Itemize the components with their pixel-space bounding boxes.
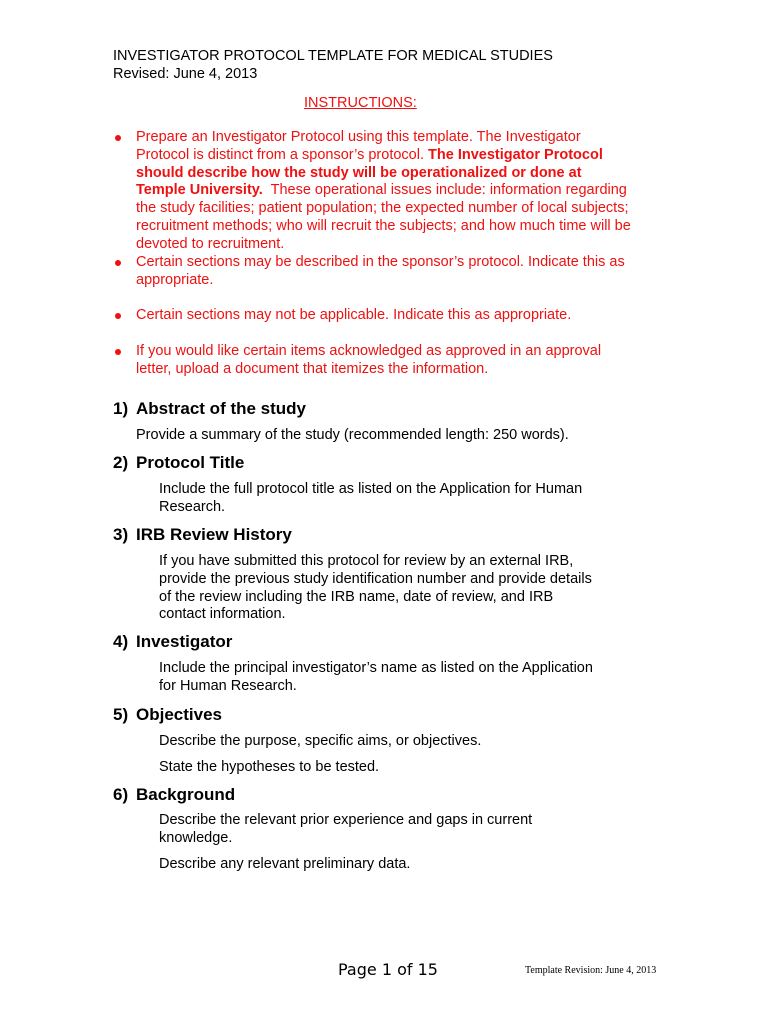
instruction-bold-text: The Investigator Protocol [428,146,603,163]
section-title-abstract: Abstract of the study [136,399,307,418]
instruction-item [136,254,625,290]
revision-date: Revised: June 4, 2013 [113,66,258,82]
section-text [136,427,569,445]
instruction-line [136,129,631,147]
paragraph-line: for Human Research. [159,677,297,694]
paragraph-line: State the hypotheses to be tested. [159,759,380,775]
instruction-text: Prepare an Investigator Protocol using this template. The Investigator [136,129,581,145]
section-text [159,733,481,751]
instructions-heading: INSTRUCTIONS: [304,95,417,111]
instruction-text: letter, upload a document that itemizes the information. [136,360,489,377]
paragraph-line: provide the previous study identification number and provide details [159,570,592,587]
bullet-icon [115,313,121,319]
section-text [159,553,592,624]
paragraph-line: Describe any relevant preliminary data. [159,856,411,872]
instruction-text: Certain sections may be described in the sponsor’s protocol. Indicate this as [136,254,625,270]
section-number: 1) [113,399,129,418]
paragraph-line: of the review including the IRB name, date of review, and IRB [159,588,554,605]
instruction-bold-text: should describe how the study will be operationalized or done at [136,164,582,181]
section-text [159,481,582,517]
page-number: Page 1 of 15 [338,960,438,979]
instruction-line [136,200,631,218]
instruction-line [136,218,631,236]
section-text [159,812,532,848]
section-title-protocol-title: Protocol Title [136,453,245,472]
instruction-line [136,182,631,200]
section-title-objectives: Objectives [136,705,222,724]
section-title-background: Background [136,785,236,804]
instruction-line [136,272,625,290]
instruction-text: These operational issues include: information regarding [262,182,627,199]
paragraph-line: knowledge. [159,829,233,846]
instruction-line [136,307,571,325]
paragraph-line: Describe the relevant prior experience and gaps in current [159,812,533,828]
instruction-text: the study facilities; patient population; the expected number of local subjects; [136,200,629,217]
paragraph-line: Provide a summary of the study (recommended length: 250 words). [136,427,569,443]
section-number: 6) [113,785,129,804]
instruction-item [136,129,631,254]
section-text [159,660,593,696]
bullet-icon [115,349,121,355]
section-title-irb-review-history: IRB Review History [136,525,292,544]
instruction-text: Protocol is distinct from a sponsor’s protocol. [136,146,429,163]
instruction-item [136,307,571,325]
paragraph-line: Describe the purpose, specific aims, or objectives. [159,733,482,749]
document-title: INVESTIGATOR PROTOCOL TEMPLATE FOR MEDICAL STUDIES [113,48,553,64]
instruction-line [136,361,601,379]
paragraph-line: Include the full protocol title as listed on the Application for Human [159,481,583,497]
section-title-investigator: Investigator [136,632,233,651]
instruction-bold-text: Temple University. [136,182,263,199]
instruction-line [136,254,625,272]
instruction-line [136,165,631,183]
bullet-icon [115,135,121,141]
instruction-line [136,343,601,361]
section-number: 3) [113,525,129,544]
instruction-item [136,343,601,379]
paragraph-line: Include the principal investigator’s name as listed on the Application [159,660,593,676]
instruction-text: recruitment methods; who will recruit the subjects; and how much time will be [136,217,631,234]
instruction-line [136,236,631,254]
section-number: 5) [113,705,129,724]
bullet-icon [115,260,121,266]
template-revision: Template Revision: June 4, 2013 [525,965,657,976]
instruction-text: appropriate. [136,271,214,288]
section-number: 4) [113,632,129,651]
instruction-text: devoted to recruitment. [136,235,285,252]
section-text [159,856,410,874]
instruction-text: Certain sections may not be applicable. Indicate this as appropriate. [136,307,572,323]
paragraph-line: contact information. [159,606,286,623]
instruction-text: If you would like certain items acknowledged as approved in an approval [136,343,602,359]
paragraph-line: Research. [159,498,226,515]
section-number: 2) [113,453,129,472]
paragraph-line: If you have submitted this protocol for review by an external IRB, [159,553,574,569]
section-text [159,759,379,777]
instruction-line [136,147,631,165]
